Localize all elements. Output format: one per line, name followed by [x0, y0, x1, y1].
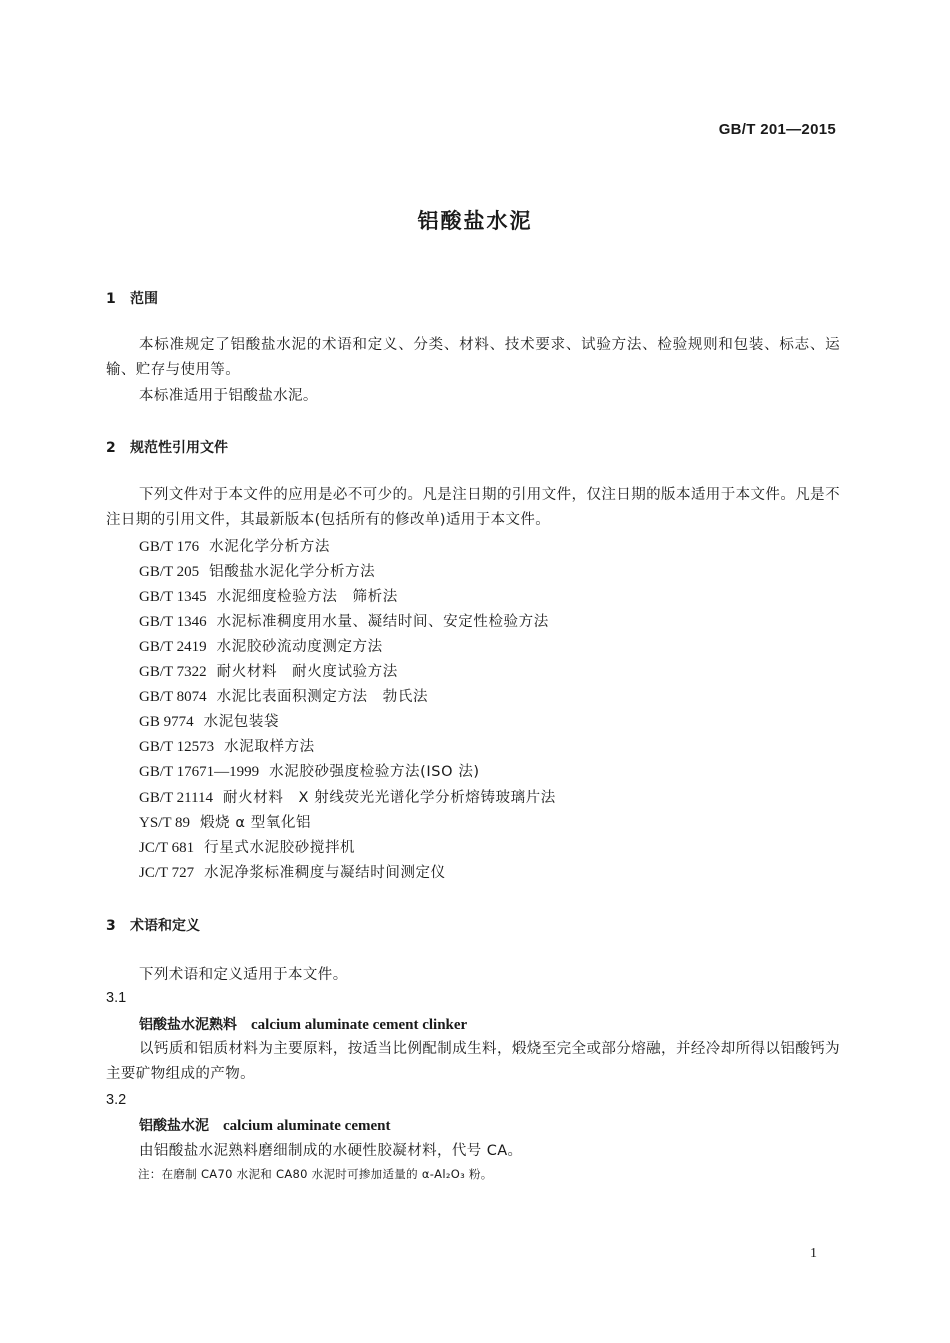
reference-title: 水泥比表面积测定方法 勃氏法	[216, 689, 429, 705]
reference-item	[139, 786, 556, 807]
reference-title: 水泥包装袋	[203, 714, 280, 730]
reference-item	[139, 811, 311, 832]
terms-intro: 下列术语和定义适用于本文件。	[139, 967, 348, 983]
reference-title: 铝酸盐水泥化学分析方法	[209, 564, 376, 580]
reference-code: GB/T 21114	[139, 790, 214, 806]
reference-item	[139, 760, 480, 781]
reference-item	[139, 610, 549, 631]
reference-title: 水泥胶砂流动度测定方法	[216, 639, 383, 655]
term-number: 3.2	[106, 1092, 127, 1108]
reference-item	[139, 660, 398, 681]
reference-code: JC/T 727	[139, 865, 195, 881]
reference-item	[139, 710, 279, 731]
section-number: 2	[106, 440, 116, 456]
reference-code: GB/T 205	[139, 564, 200, 580]
reference-code: GB/T 176	[139, 539, 200, 555]
section-heading-terms	[106, 915, 200, 935]
term-en: calcium aluminate cement	[223, 1118, 391, 1134]
scope-paragraph: 本标准规定了铝酸盐水泥的术语和定义、分类、材料、技术要求、试验方法、检验规则和包装、标志、运输、贮存与使用等。	[106, 337, 840, 378]
reference-title: 水泥取样方法	[224, 739, 315, 755]
reference-item	[139, 735, 315, 756]
section-heading-scope	[106, 288, 158, 308]
term-heading	[139, 1014, 467, 1034]
reference-code: GB/T 17671—1999	[139, 764, 260, 780]
section-title: 范围	[130, 291, 158, 307]
term-zh: 铝酸盐水泥熟料	[139, 1017, 237, 1033]
reference-code: GB/T 1346	[139, 614, 207, 630]
term-definition: 由铝酸盐水泥熟料磨细制成的水硬性胶凝材料，代号 CA。	[139, 1143, 523, 1159]
reference-item	[139, 836, 355, 857]
scope-applicability: 本标准适用于铝酸盐水泥。	[139, 388, 318, 404]
reference-code: YS/T 89	[139, 815, 190, 831]
reference-item	[139, 685, 428, 706]
reference-code: GB/T 12573	[139, 739, 215, 755]
standard-code: GB/T 201—2015	[718, 121, 836, 138]
reference-code: GB/T 7322	[139, 664, 207, 680]
reference-item	[139, 535, 330, 556]
reference-title: 煅烧 α 型氧化铝	[199, 815, 312, 831]
reference-item	[139, 560, 375, 581]
reference-code: JC/T 681	[139, 840, 195, 856]
reference-title: 耐火材料 X 射线荧光光谱化学分析熔铸玻璃片法	[223, 790, 556, 806]
term-number: 3.1	[106, 990, 127, 1006]
reference-title: 行星式水泥胶砂搅拌机	[204, 840, 356, 856]
reference-code: GB/T 2419	[139, 639, 207, 655]
reference-item	[139, 861, 446, 882]
term-zh: 铝酸盐水泥	[139, 1118, 209, 1134]
reference-title: 耐火材料 耐火度试验方法	[216, 664, 398, 680]
section-number: 1	[106, 291, 116, 307]
term-heading	[139, 1115, 390, 1135]
page-number: 1	[810, 1246, 817, 1261]
reference-item	[139, 635, 383, 656]
section-heading-normative-references	[106, 437, 228, 457]
section-title: 规范性引用文件	[130, 440, 228, 456]
reference-code: GB/T 1345	[139, 589, 207, 605]
reference-item	[139, 585, 398, 606]
reference-title: 水泥细度检验方法 筛析法	[216, 589, 398, 605]
term-en: calcium aluminate cement clinker	[251, 1017, 468, 1033]
term-definition: 以钙质和铝质材料为主要原料，按适当比例配制成生料，煅烧至完全或部分熔融，并经冷却所得以铝酸钙为主要矿物组成的产物。	[106, 1041, 840, 1082]
document-title: 铝酸盐水泥	[417, 209, 533, 233]
reference-code: GB/T 8074	[139, 689, 207, 705]
reference-code: GB 9774	[139, 714, 194, 730]
term-note: 注：在磨制 CA70 水泥和 CA80 水泥时可掺加适量的 α-Al₂O₃ 粉。	[138, 1167, 493, 1181]
reference-title: 水泥标准稠度用水量、凝结时间、安定性检验方法	[216, 614, 549, 630]
section-title: 术语和定义	[130, 918, 200, 934]
section-number: 3	[106, 918, 116, 934]
reference-title: 水泥净浆标准稠度与凝结时间测定仪	[204, 865, 446, 881]
references-intro: 下列文件对于本文件的应用是必不可少的。凡是注日期的引用文件，仅注日期的版本适用于本文件。凡是不注日期的引用文件，其最新版本(包括所有的修改单)适用于本文件。	[106, 487, 840, 528]
reference-title: 水泥化学分析方法	[209, 539, 330, 555]
reference-title: 水泥胶砂强度检验方法(ISO 法)	[269, 764, 480, 780]
